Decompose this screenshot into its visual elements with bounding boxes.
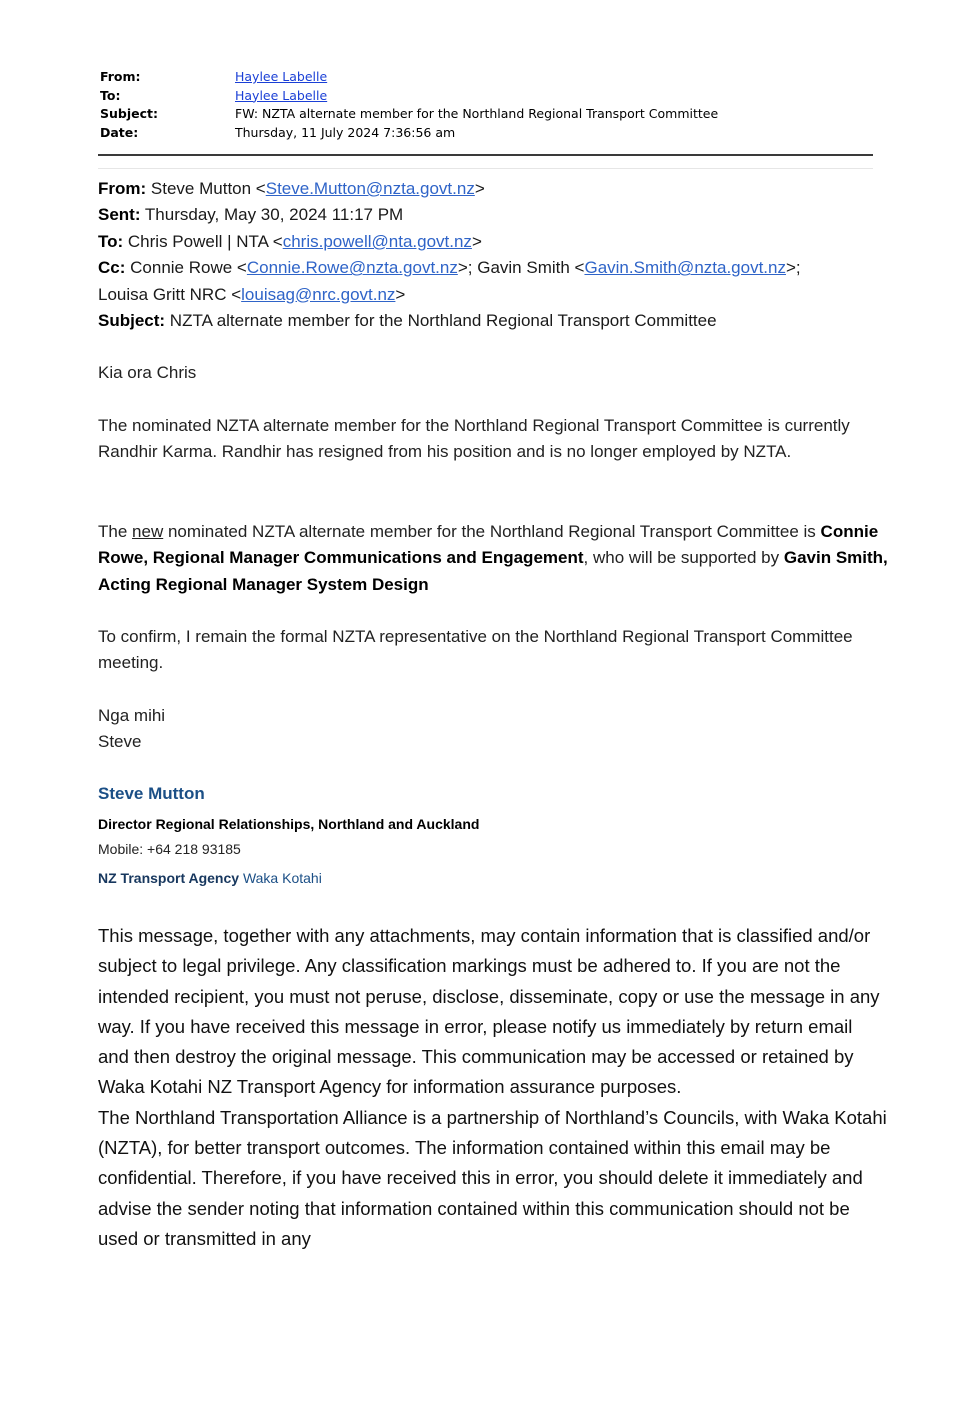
- header-subject-label: Subject:: [100, 106, 158, 121]
- disclaimer-paragraph-1: This message, together with any attachments, may contain information that is classified and/or subject to legal privilege. Any classification markings must be adhered to. If you are not the intended recipient, you must not peruse, disclose, disseminate, copy or use the message in any way. If you have received this message in error, please notify us immediately by return email and then destroy the original message. This communication may be accessed or retained by Waka Kotahi NZ Transport Agency for information assurance purposes.: [98, 925, 880, 1098]
- header-date-row: [100, 124, 880, 143]
- fwd-from-email-link[interactable]: Steve.Mutton@nzta.govt.nz: [265, 179, 475, 198]
- header-from-label: From:: [100, 69, 141, 84]
- signoff-text: Nga mihi: [98, 706, 166, 725]
- fwd-from-label: From:: [98, 179, 147, 198]
- fwd-subject-value: NZTA alternate member for the Northland Regional Transport Committee: [169, 310, 717, 330]
- fwd-to-label: To:: [98, 231, 124, 251]
- disclaimer-paragraph-2: The Northland Transportation Alliance is a partnership of Northland’s Councils, with Waka Kotahi (NZTA), for better transport outcomes. The information contained within this email may be confidential. Therefore, if you have received this in error, you should delete it immediately and advise the sender noting that information contained within this communication should not be used or transmitted in any: [98, 1106, 887, 1249]
- greeting: [98, 360, 878, 386]
- header-subject-value: FW: NZTA alternate member for the Northland Regional Transport Committee: [235, 106, 719, 121]
- paragraph-1-text: The nominated NZTA alternate member for the Northland Regional Transport Committee is currently Randhir Karma. Randhir has resigned from his position and is no longer employed by NZTA.: [98, 416, 850, 462]
- p2-mid2: , who will be supported by: [583, 548, 784, 568]
- p2-new-word: new: [132, 522, 164, 541]
- fwd-cc-name-3: Louisa Gritt NRC <: [98, 284, 242, 304]
- fwd-cc-close: >: [395, 284, 406, 304]
- forwarded-header: [98, 176, 878, 334]
- header-to-row: [100, 87, 880, 106]
- disclaimer: [98, 921, 888, 1254]
- fwd-sent-value: Thursday, May 30, 2024 11:17 PM: [144, 205, 404, 225]
- header-date-value: Thursday, 11 July 2024 7:36:56 am: [235, 124, 456, 140]
- paragraph-3-text: To confirm, I remain the formal NZTA representative on the Northland Regional Transport Committee meeting.: [98, 627, 853, 673]
- p2-mid: nominated NZTA alternate member for the Northland Regional Transport Committee is: [163, 522, 821, 541]
- fwd-cc-label: Cc:: [98, 258, 126, 278]
- fwd-from-line: [98, 176, 878, 202]
- p2-start: The: [98, 522, 133, 541]
- paragraph-1: [98, 413, 878, 466]
- fwd-cc-sep: >;: [785, 258, 801, 278]
- signature-name: Steve Mutton: [98, 784, 205, 803]
- fwd-cc-line: [98, 255, 878, 281]
- header-to-link[interactable]: Haylee Labelle: [235, 87, 328, 103]
- fwd-cc-name-1: Connie Rowe <: [130, 258, 247, 278]
- fwd-cc-email-link-3[interactable]: louisag@nrc.govt.nz: [241, 284, 396, 304]
- fwd-to-close: >: [471, 231, 482, 251]
- signoff-name: Steve: [98, 732, 142, 752]
- signature-mobile: Mobile: +64 218 93185: [98, 841, 241, 857]
- fwd-from-name: Steve Mutton <: [150, 179, 266, 198]
- p2-bold-gavin: Gavin Smith, Acting Regional Manager System Design: [98, 548, 888, 594]
- header-date-label: Date:: [100, 124, 139, 140]
- fwd-cc-line-2: [98, 282, 878, 308]
- fwd-to-email-link[interactable]: chris.powell@nta.govt.nz: [282, 231, 472, 251]
- paragraph-2-text: [98, 519, 888, 598]
- header-subject-row: [100, 105, 880, 124]
- fwd-cc-email-link-1[interactable]: Connie.Rowe@nzta.govt.nz: [246, 258, 458, 278]
- signoff: [98, 703, 878, 756]
- header-from-row: [100, 68, 880, 87]
- paragraph-3: [98, 624, 878, 677]
- header-divider-light: [98, 168, 873, 169]
- signature-agency-rest: Waka Kotahi: [239, 870, 322, 886]
- fwd-subject-line: [98, 308, 878, 334]
- signature-title: Director Regional Relationships, Northland and Auckland: [98, 816, 480, 832]
- paragraph-2: [98, 519, 888, 598]
- signature-agency: [98, 870, 322, 886]
- greeting-text: Kia ora Chris: [98, 363, 197, 382]
- fwd-from-close: >: [474, 179, 485, 198]
- fwd-sent-label: Sent:: [98, 205, 141, 225]
- signature-agency-bold: NZ Transport Agency: [98, 870, 240, 886]
- fwd-cc-name-2: >; Gavin Smith <: [457, 258, 585, 278]
- fwd-cc-email-link-2[interactable]: Gavin.Smith@nzta.govt.nz: [584, 258, 786, 278]
- fwd-to-line: [98, 229, 878, 255]
- p2-bold-connie: Connie Rowe, Regional Manager Communications and Engagement: [98, 522, 879, 568]
- fwd-subject-label: Subject:: [98, 310, 166, 330]
- fwd-sent-line: [98, 202, 878, 228]
- fwd-to-name: Chris Powell | NTA <: [127, 231, 283, 251]
- header-to-label: To:: [100, 87, 121, 103]
- email-header: [100, 68, 880, 142]
- header-from-link[interactable]: Haylee Labelle: [235, 69, 328, 84]
- header-divider: [98, 154, 873, 156]
